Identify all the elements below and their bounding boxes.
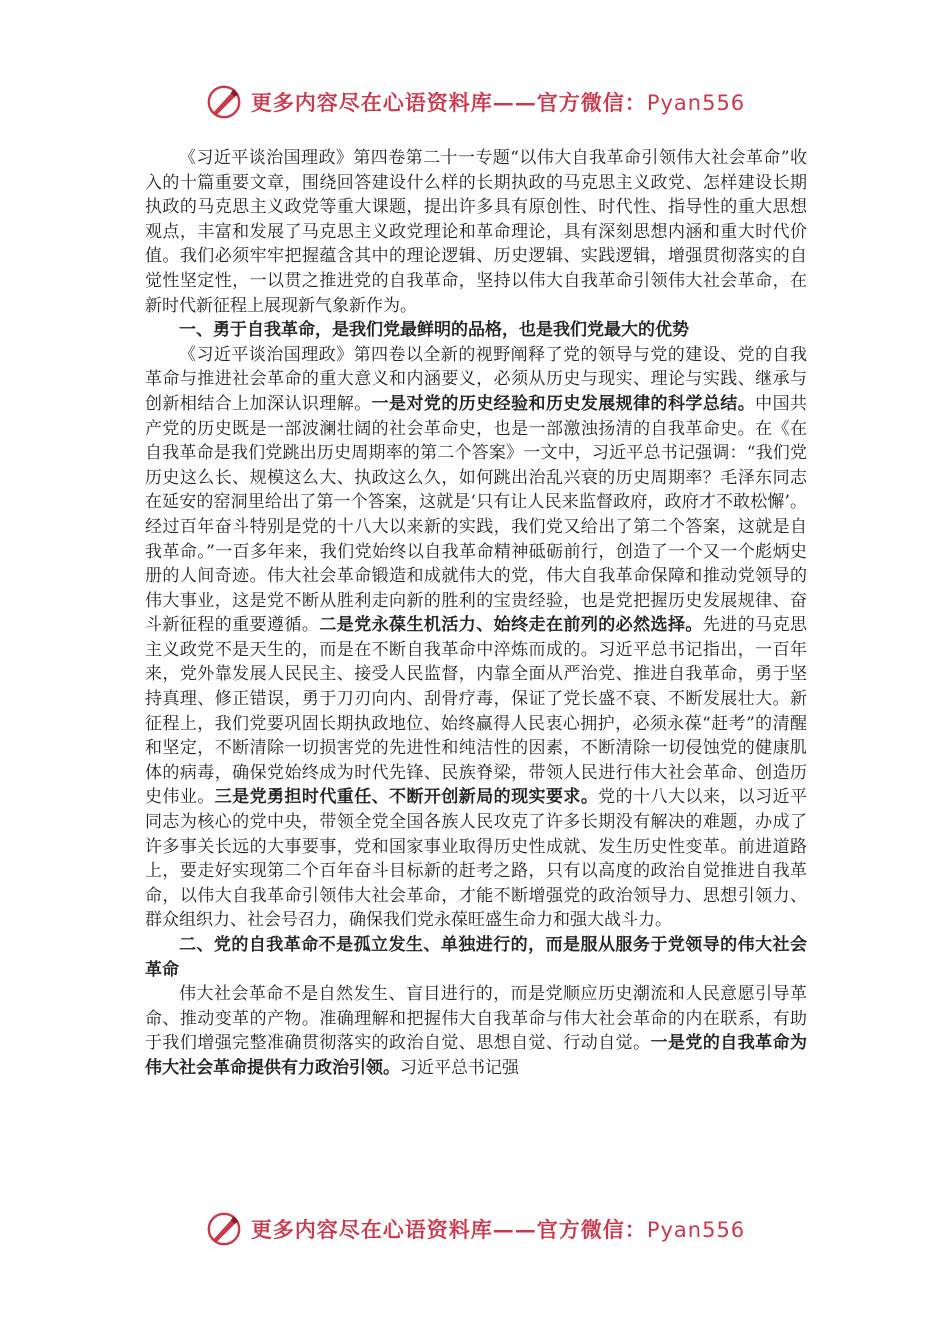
- section2-point1: 一是党的自我革命为伟大社会革命提供有力政治引领。: [145, 1033, 808, 1078]
- section1-point1-text: 中国共产党的历史既是一部波澜壮阔的社会革命史，也是一部激浊扬清的自我革命史。在《在自我革命是我们党跳出历史周期率的第二个答案》一文中，习近平总书记强调：“我们党历史这么长、规模这么大、执政这么久，如何跳出治乱兴衰的历史周期率？毛泽东同志在延安的窑洞里给出了第一个答案，这就是‘只有让人民来监督政府，政府才不敢松懈’。经过百年奋斗特别是党的十八大以来新的实践，我们党又给出了第二个答案，这就是自我革命。”一百多年来，我们党始终以自我革命精神砥砺前行，创造了一个又一个彪炳史册的人间奇迹。伟大社会革命锻造和成就伟大的党，伟大自我革命保障和推动党领导的伟大事业，这是党不断从胜利走向新的胜利的宝贵经验，也是党把握历史发展规律、奋斗新征程的重要遵循。: [145, 393, 808, 636]
- section2-point1-text: 习近平总书记强: [400, 1057, 519, 1078]
- section1-heading: 一、勇于自我革命，是我们党最鲜明的品格，也是我们党最大的优势: [179, 320, 689, 341]
- intro-paragraph: 《习近平谈治国理政》第四卷第二十一专题“以伟大自我革命引领伟大社会革命”收入的十篇重要文章，围绕回答建设什么样的长期执政的马克思主义政党、怎样建设长期执政的马克思主义政党等重大课题，提出许多具有原创性、时代性、指导性的重大思想观点，丰富和发展了马克思主义政党理论和革命理论，具有深刻思想内涵和重大时代价值。我们必须牢牢把握蕴含其中的理论逻辑、历史逻辑、实践逻辑，增强贯彻落实的自觉性坚定性，一以贯之推进党的自我革命，坚持以伟大自我革命引领伟大社会革命，在新时代新征程上展现新气象新作为。: [145, 148, 807, 316]
- banner-handle: Pyan556: [646, 91, 746, 115]
- section1-point3: 三是党勇担时代重任、不断开创新局的现实要求。: [214, 787, 599, 808]
- section1-point1: 一是对党的历史经验和历史发展规律的科学总结。: [371, 393, 756, 414]
- banner-label: 更多内容尽在心语资料库——官方微信：: [250, 90, 647, 115]
- article-body: [145, 146, 807, 1081]
- pen-logo-icon: [205, 83, 243, 121]
- footer-banner: [0, 1207, 950, 1251]
- banner-label: 更多内容尽在心语资料库——官方微信：: [250, 1217, 647, 1242]
- section1-point3-text: 党的十八大以来，以习近平同志为核心的党中央，带领全党全国各族人民攻克了许多长期没有解决的难题，办成了许多事关长远的大事要事，党和国家事业取得历史性成就、发生历史性变革。前进道路上，要走好实现第二个百年奋斗目标新的赶考之路，只有以高度的政治自觉推进自我革命，以伟大自我革命引领伟大社会革命，才能不断增强党的政治领导力、思想引领力、群众组织力、社会号召力，确保我们党永葆旺盛生命力和强大战斗力。: [145, 787, 808, 931]
- section1-intro-text: 《习近平谈治国理政》第四卷以全新的视野阐释了党的领导与党的建设、党的自我革命与推进社会革命的重大意义和内涵要义，必须从历史与现实、理论与实践、继承与创新相结合上加深认识理解。: [145, 344, 807, 414]
- header-banner: [0, 80, 950, 124]
- banner-handle: Pyan556: [646, 1218, 746, 1242]
- banner-text: [251, 1214, 745, 1244]
- section2-heading: 二、党的自我革命不是孤立发生、单独进行的，而是服从服务于党领导的伟大社会革命: [145, 935, 807, 980]
- section1-point2-text: 先进的马克思主义政党不是天生的，而是在不断自我革命中淬炼而成的。习近平总书记指出，一百年来，党外靠发展人民民主、接受人民监督，内靠全面从严治党、推进自我革命，勇于坚持真理、修正错误，勇于刀刃向内、刮骨疗毒，保证了党长盛不衰、不断发展壮大。新征程上，我们党要巩固长期执政地位、始终赢得人民衷心拥护，必须永葆“赶考”的清醒和坚定，不断清除一切损害党的先进性和纯洁性的因素，不断清除一切侵蚀党的健康肌体的病毒，确保党始终成为时代先锋、民族脊梁，带领人民进行伟大社会革命、创造历史伟业。: [145, 615, 808, 808]
- banner-text: [251, 87, 745, 117]
- pen-logo-icon: [205, 1210, 243, 1248]
- section1-point2: 二是党永葆生机活力、始终走在前列的必然选择。: [319, 615, 703, 636]
- section1-paragraph: [145, 343, 807, 933]
- section2-paragraph: [145, 982, 807, 1080]
- section2-intro-text: 伟大社会革命不是自然发生、盲目进行的，而是党顺应历史潮流和人民意愿引导革命、推动变革的产物。准确理解和把握伟大自我革命与伟大社会革命的内在联系，有助于我们增强完整准确贯彻落实的政治自觉、思想自觉、行动自觉。: [145, 984, 807, 1054]
